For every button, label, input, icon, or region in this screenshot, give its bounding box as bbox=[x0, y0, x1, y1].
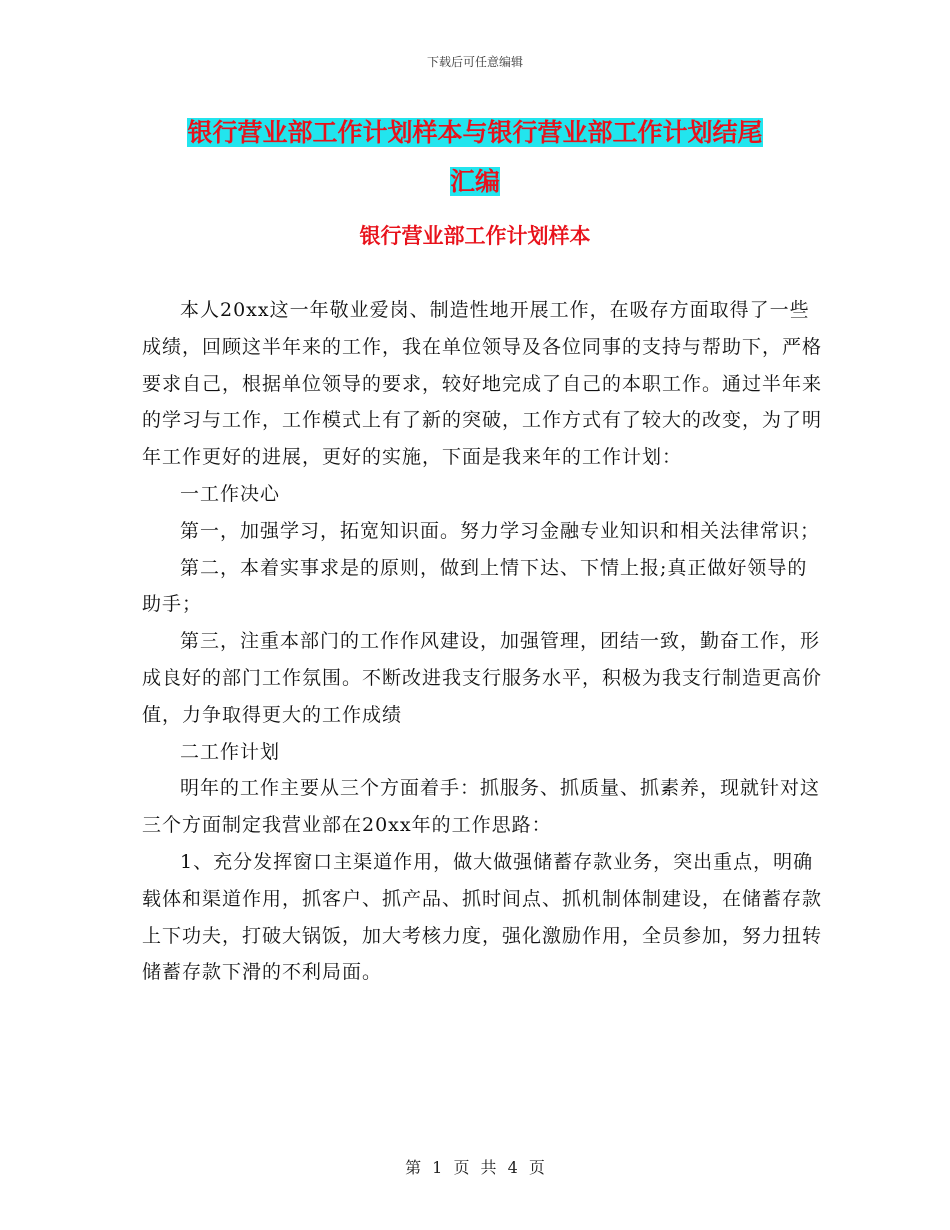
paragraph-plan-overview: 明年的工作主要从三个方面着手：抓服务、抓质量、抓素养，现就针对这三个方面制定我营业部在20xx年的工作思路： bbox=[142, 777, 821, 837]
document-title bbox=[140, 108, 810, 206]
paragraph-second: 第二，本着实事求是的原则，做到上情下达、下情上报;真正做好领导的助手； bbox=[142, 556, 808, 616]
header-note: 下载后可任意编辑 bbox=[426, 55, 523, 69]
document-title-line-1: 银行营业部工作计划样本与银行营业部工作计划结尾 bbox=[187, 118, 763, 147]
paragraph-first: 第一，加强学习，拓宽知识面。努力学习金融专业知识和相关法律常识； bbox=[180, 519, 821, 542]
heading-work-plan: 二工作计划 bbox=[180, 740, 281, 763]
section-heading: 银行营业部工作计划样本 bbox=[359, 224, 591, 248]
page-footer: 第 1 页 共 4 页 bbox=[405, 1158, 545, 1177]
document-body bbox=[142, 292, 822, 991]
paragraph-third: 第三，注重本部门的工作作风建设，加强管理，团结一致，勤奋工作，形成良好的部门工作氛围。不断改进我支行服务水平，积极为我支行制造更高价值，力争取得更大的工作成绩 bbox=[142, 630, 823, 726]
paragraph-plan-item-1: 1、充分发挥窗口主渠道作用，做大做强储蓄存款业务，突出重点，明确载体和渠道作用，抓客户、抓产品、抓时间点、抓机制体制建设，在储蓄存款上下功夫，打破大锅饭，加大考核力度，强化激励作用，全员参加，努力扭转储蓄存款下滑的不利局面。 bbox=[142, 850, 823, 984]
heading-work-resolve: 一工作决心 bbox=[180, 482, 281, 505]
document-title-line-2: 汇编 bbox=[449, 167, 500, 196]
paragraph-intro: 本人20xx这一年敬业爱岗、制造性地开展工作，在吸存方面取得了一些成绩，回顾这半年来的工作，我在单位领导及各位同事的支持与帮助下，严格要求自己，根据单位领导的要求，较好地完成了自己的本职工作。通过半年来的学习与工作，工作模式上有了新的突破，工作方式有了较大的改变，为了明年工作更好的进展，更好的实施，下面是我来年的工作计划： bbox=[142, 299, 823, 469]
